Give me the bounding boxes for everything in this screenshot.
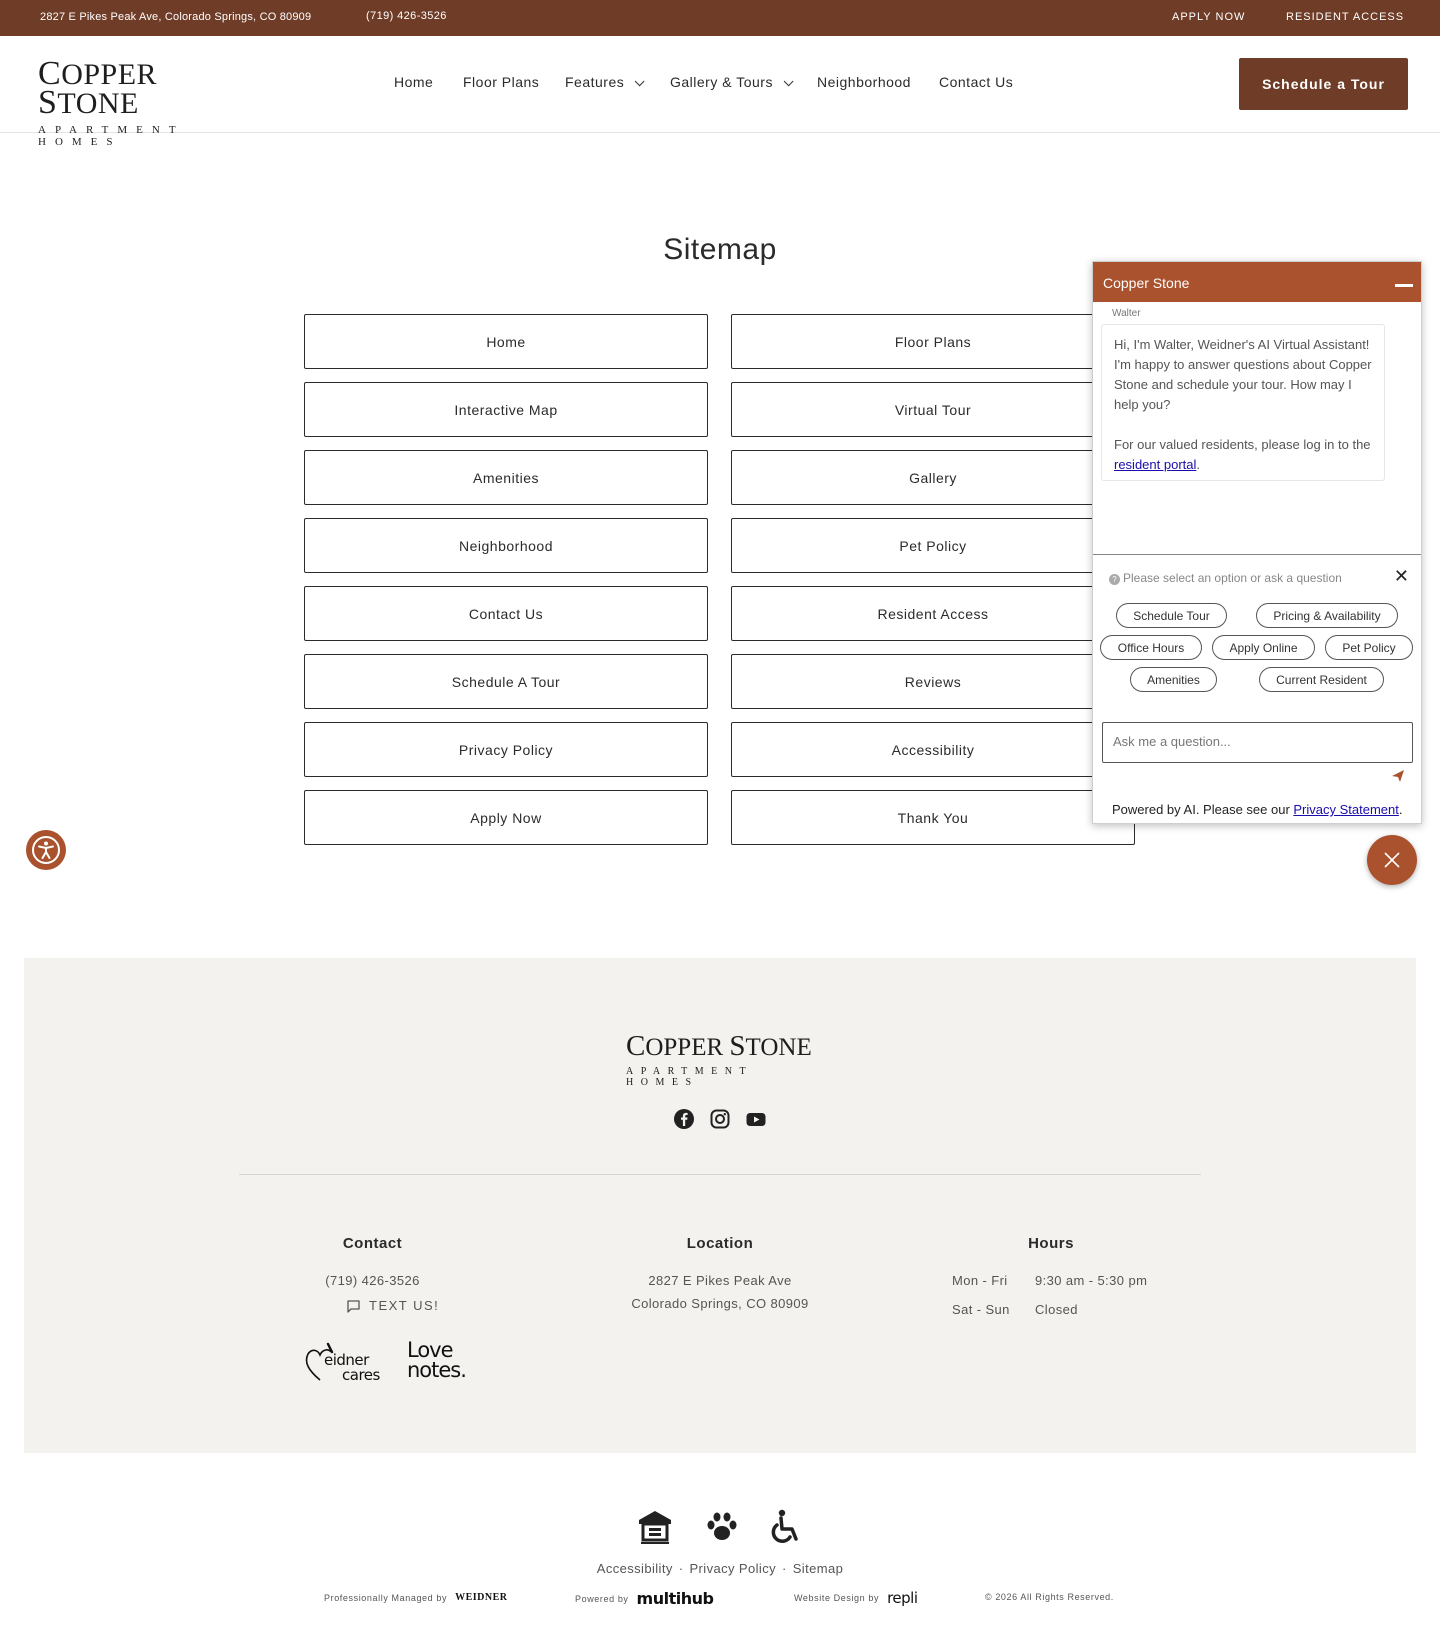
sitemap-link[interactable]: Contact Us [304,586,708,641]
sitemap-link[interactable]: Apply Now [304,790,708,845]
accessibility-widget-button[interactable] [26,830,66,870]
footer-logo[interactable] [626,1030,826,1088]
nav-gallery-tours[interactable] [670,74,790,90]
weidner-cares-logo[interactable] [304,1340,388,1384]
facebook-icon[interactable] [673,1108,695,1130]
schedule-tour-button[interactable]: Schedule a Tour [1239,58,1408,110]
chat-header [1093,262,1421,302]
nav-floor-plans[interactable]: Floor Plans [463,74,540,90]
sitemap-link[interactable]: Reviews [731,654,1135,709]
love-notes-logo[interactable] [407,1340,477,1384]
chevron-down-icon [635,76,645,86]
help-icon: ? [1109,574,1120,585]
contact-heading: Contact [342,1235,403,1252]
chat-title: Copper Stone [1103,275,1190,291]
footer-address-line1[interactable]: 2827 E Pikes Peak Ave [648,1273,792,1288]
logo-tagline: APARTMENT HOMES [626,1066,753,1088]
apply-now-link[interactable]: APPLY NOW [1172,11,1246,23]
nav-features[interactable] [565,74,641,90]
managed-by-label: Professionally Managed by [324,1592,448,1603]
bottom-link-accessibility[interactable]: Accessibility [596,1561,673,1576]
svg-text:cares: cares [342,1366,380,1384]
chat-divider [1093,554,1421,555]
nav-gallery-tours-label: Gallery & Tours [670,74,773,90]
logo-text: TONE [745,1034,812,1061]
multihub-logo[interactable]: multihub [636,1589,714,1608]
bottom-links [0,1561,1440,1576]
copyright: © 2026 All Rights Reserved. [985,1592,1114,1602]
wheelchair-icon [766,1508,804,1546]
hours-heading: Hours [1028,1235,1074,1252]
powered-by [575,1589,713,1608]
instagram-icon[interactable] [709,1108,731,1130]
site-logo[interactable] [38,55,258,148]
chevron-down-icon [784,76,794,86]
sitemap-link[interactable]: Floor Plans [731,314,1135,369]
logo-tagline: APARTMENT HOMES [38,124,185,148]
sitemap-link[interactable]: Privacy Policy [304,722,708,777]
pet-paw-icon [703,1508,741,1546]
close-icon[interactable]: ✕ [1393,566,1409,586]
sitemap-link[interactable]: Schedule A Tour [304,654,708,709]
chat-agent-name: Walter [1112,308,1141,319]
topbar-address[interactable]: 2827 E Pikes Peak Ave, Colorado Springs, CO 80909 [40,11,312,23]
logo-letter: C [38,55,62,92]
chip-office-hours[interactable]: Office Hours [1100,635,1202,660]
logo-text: OPPER [645,1034,730,1061]
accessibility-icon [31,835,61,865]
chat-prompt [1109,571,1342,585]
weidner-logo[interactable]: WEIDNER [455,1592,508,1603]
nav-neighborhood[interactable]: Neighborhood [817,74,911,90]
sitemap-link[interactable]: Interactive Map [304,382,708,437]
chat-toggle-button[interactable] [1367,835,1417,885]
privacy-statement-link[interactable]: Privacy Statement [1293,802,1399,817]
powered-by-label: Powered by [575,1593,629,1604]
separator: · [782,1561,787,1576]
sitemap-link[interactable]: Accessibility [731,722,1135,777]
chat-input[interactable]: Ask me a question... [1102,722,1413,763]
top-bar [0,0,1440,36]
nav-home[interactable]: Home [394,74,434,90]
text-us-link[interactable] [346,1298,439,1313]
location-heading: Location [686,1235,754,1252]
heart-icon [304,1340,388,1384]
send-arrow-icon [1391,769,1405,783]
minimize-icon[interactable] [1395,284,1413,287]
sitemap-link[interactable]: Resident Access [731,586,1135,641]
sitemap-link[interactable]: Home [304,314,708,369]
chat-residents-text: For our valued residents, please log in to the [1114,437,1371,452]
page-title: Sitemap [663,233,777,266]
sitemap-link[interactable]: Gallery [731,450,1135,505]
sitemap-link[interactable]: Neighborhood [304,518,708,573]
bottom-link-privacy[interactable]: Privacy Policy [689,1561,776,1576]
chat-greeting: Hi, I'm Walter, Weidner's AI Virtual Assistant! I'm happy to answer questions about Copper Stone and schedule your tour. How may I help you? [1114,337,1372,412]
chat-footer-end: . [1398,802,1403,817]
site-header [0,36,1440,148]
chat-footer [1112,802,1403,817]
nav-features-label: Features [565,74,625,90]
logo-letter: C [626,1030,646,1062]
logo-letter: S [38,84,58,121]
hours-days: Sat - Sun [952,1302,1010,1317]
bottom-link-sitemap[interactable]: Sitemap [792,1561,844,1576]
resident-portal-link[interactable]: resident portal [1114,457,1197,472]
hours-time: 9:30 am - 5:30 pm [1035,1273,1148,1288]
nav-contact[interactable]: Contact Us [939,74,1014,90]
chip-amenities[interactable]: Amenities [1130,667,1217,692]
chip-pet-policy[interactable]: Pet Policy [1325,635,1413,660]
site-footer [24,958,1416,1453]
footer-address-line2[interactable]: Colorado Springs, CO 80909 [631,1296,809,1311]
chip-schedule-tour[interactable]: Schedule Tour [1116,603,1227,628]
managed-by [324,1592,507,1603]
sitemap-link[interactable]: Pet Policy [731,518,1135,573]
love-notes-line2: notes. [407,1358,466,1382]
chip-current-resident[interactable]: Current Resident [1259,667,1384,692]
text-us-label: TEXT US! [369,1298,440,1313]
chat-bubble-icon [346,1299,361,1313]
chat-window [1092,261,1422,824]
sitemap-link[interactable]: Virtual Tour [731,382,1135,437]
resident-access-link[interactable]: RESIDENT ACCESS [1286,11,1405,23]
svg-text:eidner: eidner [324,1351,369,1369]
chat-footer-text: Powered by AI. Please see our [1112,802,1294,817]
sitemap-grid [304,314,1135,845]
footer-divider [239,1174,1201,1175]
chat-prompt-text: Please select an option or ask a question [1123,571,1342,585]
logo-text: TONE [57,87,139,120]
chip-pricing-availability[interactable]: Pricing & Availability [1256,603,1398,628]
chat-residents-end: . [1196,457,1201,472]
hours-days: Mon - Fri [952,1273,1008,1288]
chip-apply-online[interactable]: Apply Online [1212,635,1315,660]
close-icon [1383,851,1401,869]
chat-message [1101,324,1385,481]
equal-housing-icon [636,1508,674,1546]
sitemap-link[interactable]: Thank You [731,790,1135,845]
separator: · [678,1561,684,1576]
design-by-label: Website Design by [794,1593,880,1603]
sitemap-link[interactable]: Amenities [304,450,708,505]
send-icon[interactable] [1391,769,1405,786]
hours-time: Closed [1035,1302,1078,1317]
love-notes-line1: Love [407,1338,453,1362]
repli-logo[interactable]: repli [887,1589,918,1607]
topbar-phone[interactable]: (719) 426-3526 [366,10,447,22]
youtube-icon[interactable] [745,1108,767,1130]
chat-residents-note [1114,435,1372,475]
footer-phone[interactable]: (719) 426-3526 [325,1273,420,1288]
logo-letter: S [729,1030,746,1062]
logo-text: OPPER [61,58,158,91]
design-by [794,1589,918,1607]
